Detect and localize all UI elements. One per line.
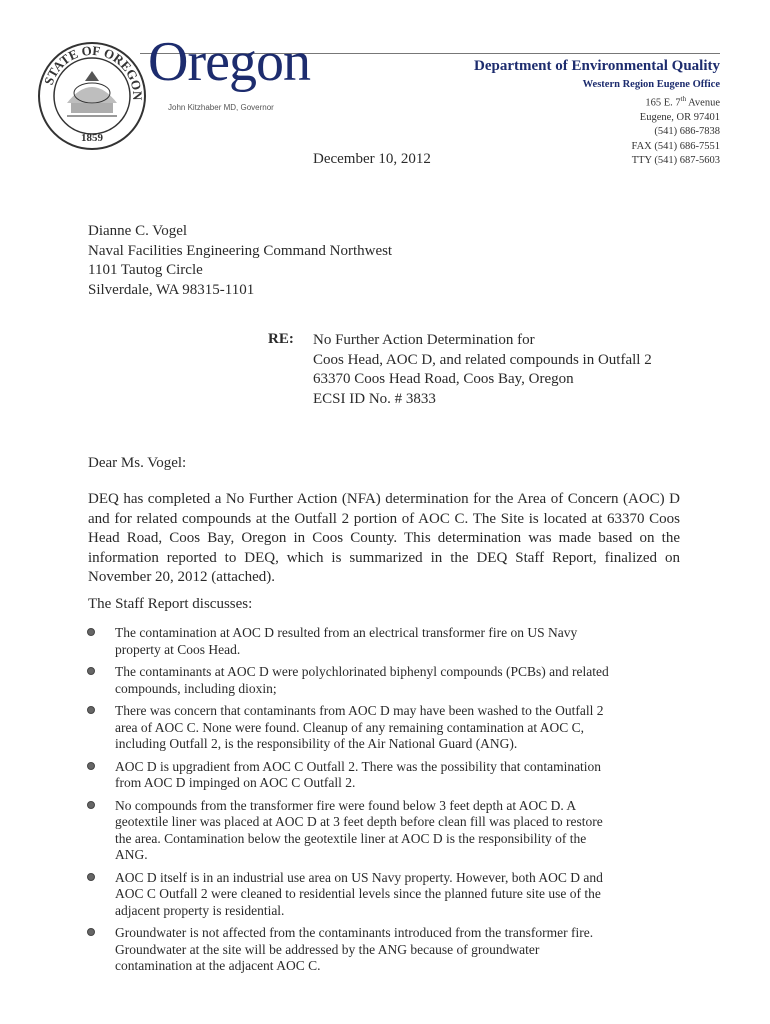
bullet-line: geotextile liner was placed at AOC D at 3 feet depth before clean fill was placed to restore — [115, 814, 603, 829]
bullet-line: The contamination at AOC D resulted from an electrical transformer fire on US Navy — [115, 625, 578, 640]
bullet-line: Groundwater is not affected from the contaminants introduced from the transformer fire. — [115, 925, 594, 940]
re-line: ECSI ID No. # 3833 — [313, 390, 436, 407]
bullet-icon — [87, 873, 95, 881]
bullet-line: AOC D is upgradient from AOC C Outfall 2. There was the possibility that contamination — [115, 758, 602, 774]
department-name: Department of Environmental Quality — [474, 58, 720, 74]
bullet-line: compounds, including dioxin; — [115, 680, 277, 696]
bullet-icon — [87, 762, 95, 770]
bullet-icon — [87, 801, 95, 809]
list-intro: The Staff Report discusses: — [88, 596, 253, 612]
office-block — [583, 78, 720, 168]
bullet-line: AOC D itself is in an industrial use area on US Navy property. However, both AOC D and — [115, 869, 603, 885]
governor-line: John Kitzhaber MD, Governor — [168, 103, 274, 112]
bullet-icon — [87, 628, 95, 636]
office-fax: FAX (541) 686-7551 — [631, 140, 720, 152]
bullet-item — [88, 925, 688, 975]
bullet-line: contamination at the adjacent AOC C. — [115, 958, 321, 973]
office-tty: TTY (541) 687-5603 — [631, 154, 720, 166]
bullet-item — [88, 870, 688, 920]
bullet-line: AOC C Outfall 2 were cleaned to residential levels since the planned future site use of the — [115, 886, 601, 901]
bullet-line: There was concern that contaminants from AOC D may have been washed to the Outfall 2 — [115, 703, 604, 718]
bullet-item — [88, 798, 688, 864]
bullet-line: The contaminants at AOC D were polychlorinated biphenyl compounds (PCBs) and related — [115, 664, 609, 679]
bullet-icon — [87, 667, 95, 675]
bullet-line: No compounds from the transformer fire were found below 3 feet depth at AOC D. A — [115, 797, 577, 813]
body-paragraph: DEQ has completed a No Further Action (NFA) determination for the Area of Concern (AOC) D and for related compounds at the Outfall 2 portion of AOC C. The Site is located at 63370 Coos Head Road, Coos Bay, Oregon in Coos County. This determination was made based on the information reported to DEQ, which is summarized in the DEQ Staff Report, finalized on November 20, 2012 (attached). — [88, 491, 680, 586]
bullet-line: adjacent property is residential. — [115, 902, 285, 918]
office-street: 165 E. 7th Avenue — [645, 95, 720, 109]
oregon-wordmark — [148, 31, 310, 93]
bullet-icon — [87, 706, 95, 714]
re-subject — [313, 331, 652, 409]
bullet-line: area of AOC C. None were found. Cleanup of any remaining contamination at AOC C, — [115, 719, 585, 735]
recipient-line: Dianne C. Vogel — [88, 223, 188, 239]
bullet-line: ANG. — [115, 847, 148, 862]
re-line: No Further Action Determination for — [313, 332, 535, 348]
re-line: 63370 Coos Head Road, Coos Bay, Oregon — [313, 371, 574, 387]
bullet-item — [88, 759, 688, 792]
recipient-address — [88, 222, 392, 300]
bullet-line: including Outfall 2, is the responsibility of the Air National Guard (ANG). — [115, 736, 518, 751]
office-phone: (541) 686-7838 — [654, 126, 720, 138]
recipient-line: Silverdale, WA 98315-1101 — [88, 281, 255, 298]
office-city: Eugene, OR 97401 — [639, 112, 720, 124]
bullet-line: property at Coos Head. — [115, 641, 241, 657]
bullet-item — [88, 703, 688, 753]
letter-date: December 10, 2012 — [313, 151, 431, 167]
recipient-line: Naval Facilities Engineering Command Northwest — [88, 242, 393, 259]
svg-text:STATE OF OREGON: STATE OF OREGON — [40, 42, 146, 101]
bullet-item — [88, 625, 688, 658]
re-label: RE: — [268, 331, 294, 347]
bullet-line: Groundwater at the site will be addressed by the ANG because of groundwater — [115, 941, 540, 957]
re-line: Coos Head, AOC D, and related compounds in Outfall 2 — [313, 351, 652, 368]
recipient-line: 1101 Tautog Circle — [88, 262, 203, 278]
bullet-line: the area. Contamination below the geotextile liner at AOC D is the responsibility of the — [115, 830, 587, 846]
office-region: Western Region Eugene Office — [582, 79, 720, 90]
bullet-item — [88, 664, 688, 697]
svg-text:1859: 1859 — [81, 132, 103, 144]
state-name: Oregon — [148, 31, 310, 93]
bullet-icon — [87, 928, 95, 936]
state-seal-logo — [37, 41, 147, 151]
salutation: Dear Ms. Vogel: — [88, 455, 187, 471]
staff-report-bullet-list — [88, 625, 688, 981]
bullet-line: from AOC D impinged on AOC C Outfall 2. — [115, 775, 356, 790]
